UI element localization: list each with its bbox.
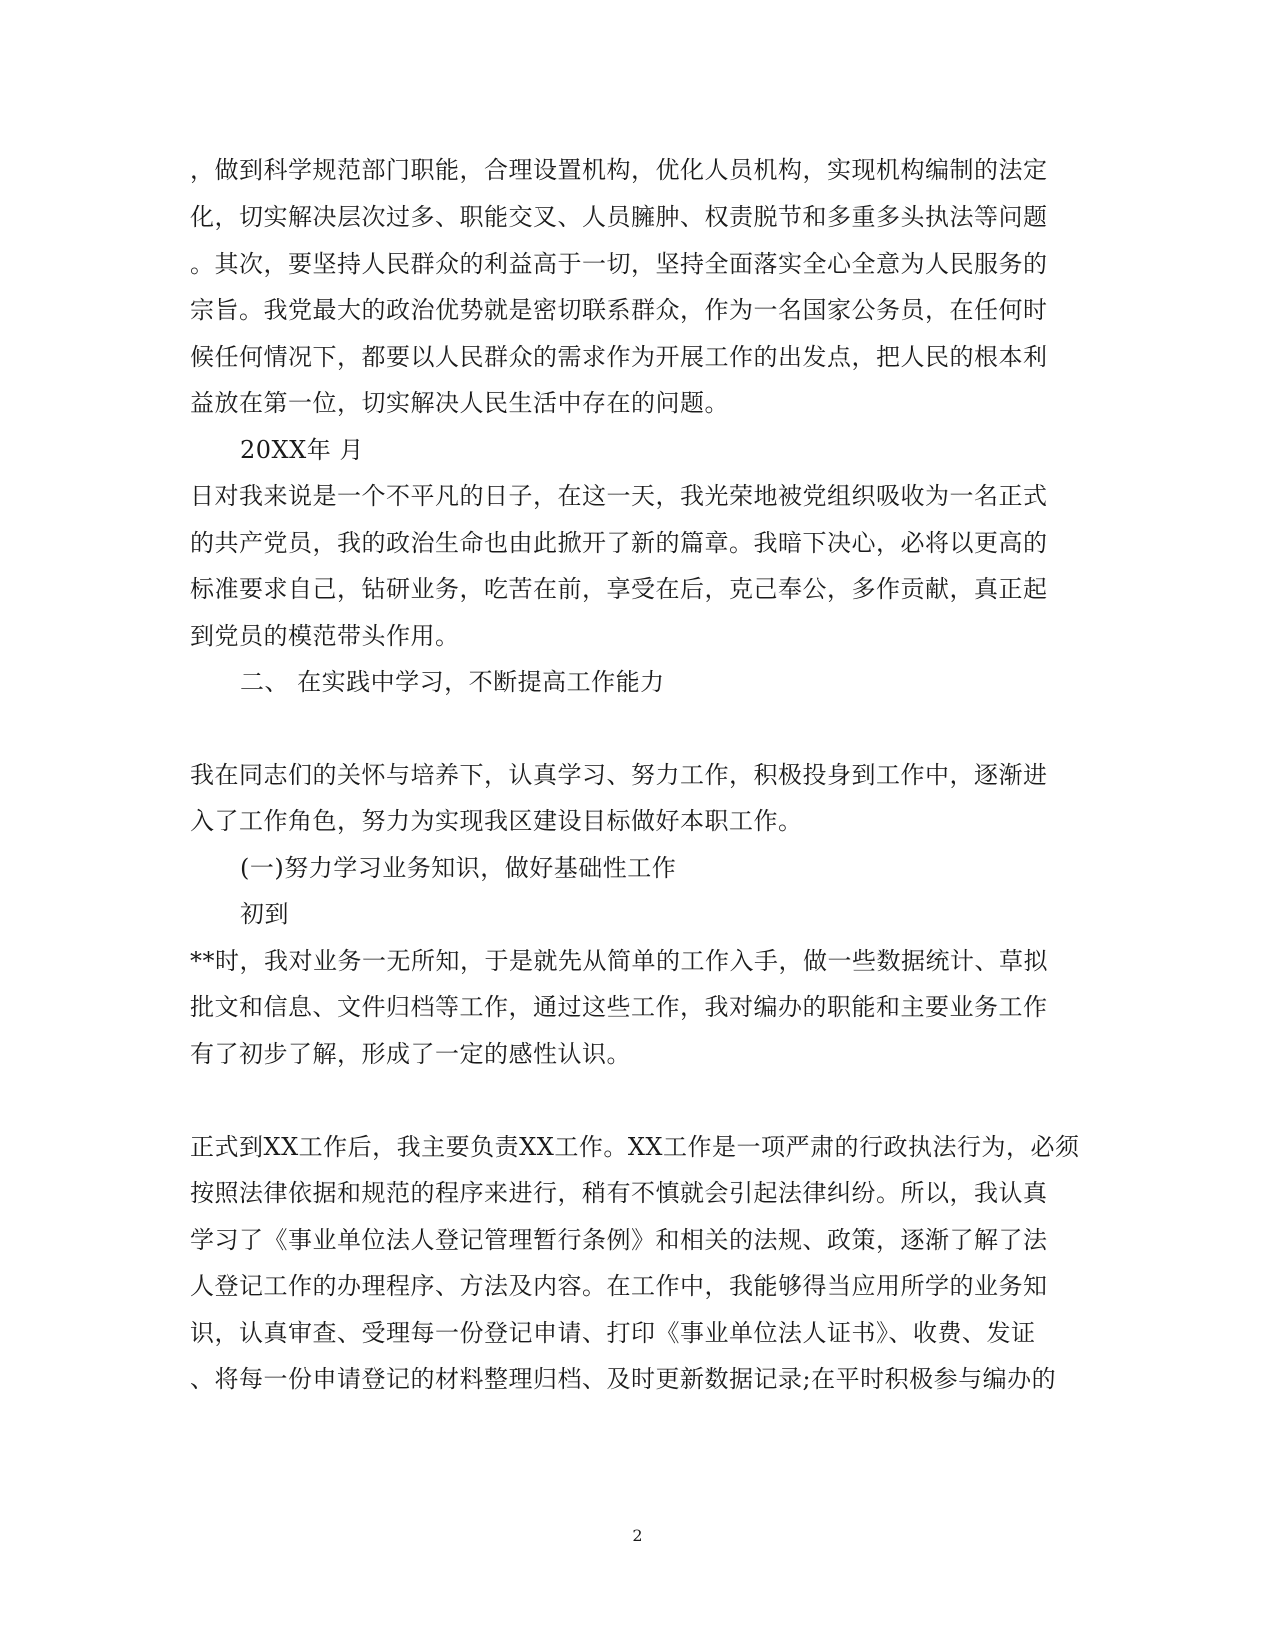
text-line: 宗旨。我党最大的政治优势就是密切联系群众，作为一名国家公务员，在任何时 (190, 296, 1048, 324)
text-line: 人登记工作的办理程序、方法及内容。在工作中，我能够得当应用所学的业务知 (190, 1272, 1048, 1300)
text-line: **时，我对业务一无所知，于是就先从简单的工作入手，做一些数据统计、草拟 (190, 947, 1048, 975)
date-line: 20XX年 月 (240, 436, 364, 464)
text-line: 入了工作角色，努力为实现我区建设目标做好本职工作。 (190, 807, 803, 835)
text-line: 初到 (240, 900, 289, 928)
text-line: ，做到科学规范部门职能，合理设置机构，优化人员机构，实现机构编制的法定 (190, 156, 1048, 184)
subsection-heading: (一)努力学习业务知识，做好基础性工作 (240, 854, 677, 882)
text-line: 按照法律依据和规范的程序来进行，稍有不慎就会引起法律纠纷。所以，我认真 (190, 1179, 1048, 1207)
text-line: 学习了《事业单位法人登记管理暂行条例》和相关的法规、政策，逐渐了解了法 (190, 1226, 1048, 1254)
text-line: 批文和信息、文件归档等工作，通过这些工作，我对编办的职能和主要业务工作 (190, 993, 1048, 1021)
text-line: 、将每一份申请登记的材料整理归档、及时更新数据记录;在平时积极参与编办的 (190, 1365, 1057, 1393)
text-line: 我在同志们的关怀与培养下，认真学习、努力工作，积极投身到工作中，逐渐进 (190, 761, 1048, 789)
text-line: 日对我来说是一个不平凡的日子，在这一天，我光荣地被党组织吸收为一名正式 (190, 482, 1048, 510)
page-number: 2 (632, 1526, 643, 1545)
text-line: 标准要求自己，钻研业务，吃苦在前，享受在后，克己奉公，多作贡献，真正起 (190, 575, 1048, 603)
text-line: 到党员的模范带头作用。 (190, 622, 460, 650)
text-line: 。其次，要坚持人民群众的利益高于一切，坚持全面落实全心全意为人民服务的 (190, 250, 1048, 278)
text-line: 有了初步了解，形成了一定的感性认识。 (190, 1040, 631, 1068)
text-line: 候任何情况下，都要以人民群众的需求作为开展工作的出发点，把人民的根本利 (190, 343, 1048, 371)
section-heading: 二、 在实践中学习，不断提高工作能力 (240, 668, 665, 696)
text-line: 正式到XX工作后，我主要负责XX工作。XX工作是一项严肃的行政执法行为，必须 (190, 1133, 1080, 1161)
text-line: 益放在第一位，切实解决人民生活中存在的问题。 (190, 389, 729, 417)
text-line: 化，切实解决层次过多、职能交叉、人员臃肿、权责脱节和多重多头执法等问题 (190, 203, 1048, 231)
text-line: 的共产党员，我的政治生命也由此掀开了新的篇章。我暗下决心，必将以更高的 (190, 529, 1048, 557)
text-line: 识，认真审查、受理每一份登记申请、打印《事业单位法人证书》、收费、发证 (190, 1319, 1036, 1347)
